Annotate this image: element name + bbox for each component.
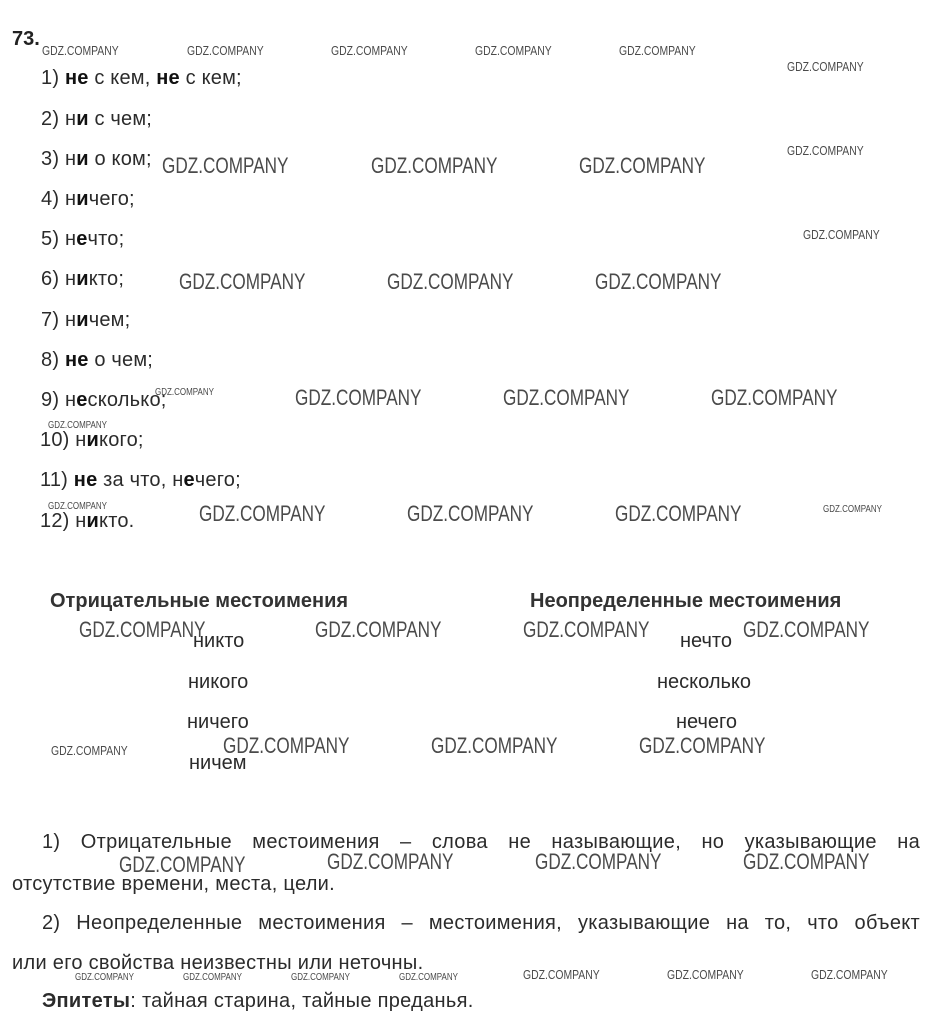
answer-item-text: н <box>64 188 77 210</box>
answer-item-text: кого; <box>99 429 144 451</box>
answer-item-emphasis: не <box>64 349 89 371</box>
answer-item-number: 1) <box>41 67 60 89</box>
answer-item-emphasis: и <box>86 429 100 451</box>
watermark: GDZ.COMPANY <box>48 501 107 512</box>
answer-item-number: 2) <box>41 108 60 130</box>
answer-item-text: чего; <box>194 469 241 491</box>
answer-item-number: 5) <box>41 228 60 250</box>
watermark: GDZ.COMPANY <box>327 849 454 874</box>
answer-item-number: 6) <box>41 268 60 290</box>
answer-item-number: 9) <box>41 389 60 411</box>
watermark: GDZ.COMPANY <box>523 967 600 982</box>
answer-item-emphasis: не <box>73 469 98 491</box>
epithets-label: Эпитеты <box>42 990 131 1012</box>
negative-pronouns-heading: Отрицательные местоимения <box>50 590 349 612</box>
watermark: GDZ.COMPANY <box>615 501 742 526</box>
answer-item-text: что; <box>87 228 125 250</box>
answer-item <box>41 309 130 332</box>
answer-item-emphasis: и <box>76 309 89 331</box>
watermark: GDZ.COMPANY <box>51 743 128 758</box>
answer-item-text: н <box>64 268 77 290</box>
indefinite-pronouns-heading: Неопределенные местоимения <box>530 590 842 612</box>
answer-item <box>40 469 241 492</box>
answer-item-text: чего; <box>88 188 135 210</box>
answer-item-text: с кем, <box>88 67 157 89</box>
watermark: GDZ.COMPANY <box>291 972 350 983</box>
answer-item-emphasis: е <box>183 469 195 491</box>
answer-item-emphasis: и <box>76 268 89 290</box>
answer-item-number: 8) <box>41 349 60 371</box>
watermark: GDZ.COMPANY <box>787 143 864 158</box>
indefinite-pronoun: нечего <box>676 711 738 733</box>
watermark: GDZ.COMPANY <box>331 43 408 58</box>
epithets-line <box>42 990 474 1013</box>
watermark: GDZ.COMPANY <box>743 617 870 642</box>
answer-item-emphasis: не <box>156 67 180 89</box>
answer-item-number: 12) <box>40 510 70 532</box>
watermark: GDZ.COMPANY <box>48 420 107 431</box>
answer-item-text: н <box>64 389 77 411</box>
answer-item-text: н <box>64 309 77 331</box>
definition-negative-line1: 1) Отрицательные местоимения – слова не называющие, но указывающие на <box>42 831 920 853</box>
answer-item-text: чем; <box>88 309 131 331</box>
answer-item <box>41 188 135 211</box>
watermark: GDZ.COMPANY <box>155 387 214 398</box>
answer-item-number: 4) <box>41 188 60 210</box>
answer-item-text: за что, н <box>97 469 184 491</box>
watermark: GDZ.COMPANY <box>523 617 650 642</box>
answer-item-text: кто; <box>88 268 125 290</box>
answer-item-emphasis: и <box>76 148 89 170</box>
watermark: GDZ.COMPANY <box>387 269 514 294</box>
answer-item-emphasis: и <box>76 188 89 210</box>
watermark: GDZ.COMPANY <box>787 59 864 74</box>
watermark: GDZ.COMPANY <box>579 153 706 178</box>
watermark: GDZ.COMPANY <box>667 967 744 982</box>
answer-item-text: н <box>64 148 77 170</box>
watermark: GDZ.COMPANY <box>42 43 119 58</box>
watermark: GDZ.COMPANY <box>79 617 206 642</box>
definition-indefinite-line1: 2) Неопределенные местоимения – местоимения, указывающие на то, что объект <box>42 912 920 934</box>
watermark: GDZ.COMPANY <box>811 967 888 982</box>
exercise-number: 73. <box>12 28 40 50</box>
answer-item-emphasis: е <box>76 228 88 250</box>
watermark: GDZ.COMPANY <box>711 385 838 410</box>
watermark: GDZ.COMPANY <box>475 43 552 58</box>
answer-item-emphasis: и <box>86 510 100 532</box>
negative-pronoun: ничем <box>189 752 247 774</box>
answer-item <box>40 429 144 452</box>
watermark: GDZ.COMPANY <box>223 733 350 758</box>
definition-negative-line2: отсутствие времени, места, цели. <box>12 873 335 895</box>
watermark: GDZ.COMPANY <box>399 972 458 983</box>
watermark: GDZ.COMPANY <box>535 849 662 874</box>
watermark: GDZ.COMPANY <box>407 501 534 526</box>
watermark: GDZ.COMPANY <box>431 733 558 758</box>
watermark: GDZ.COMPANY <box>595 269 722 294</box>
indefinite-pronoun: нечто <box>680 630 732 652</box>
answer-item <box>41 67 242 90</box>
answer-item <box>41 228 124 251</box>
answer-item-number: 11) <box>40 469 69 491</box>
answer-item-text: н <box>64 108 77 130</box>
answer-item-text: о чем; <box>88 349 154 371</box>
watermark: GDZ.COMPANY <box>371 153 498 178</box>
answer-item-text: с чем; <box>88 108 153 130</box>
watermark: GDZ.COMPANY <box>183 972 242 983</box>
answer-item-emphasis: и <box>76 108 89 130</box>
answer-item-text: н <box>64 228 77 250</box>
watermark: GDZ.COMPANY <box>119 852 246 877</box>
answer-item <box>41 148 152 171</box>
watermark: GDZ.COMPANY <box>315 617 442 642</box>
watermark: GDZ.COMPANY <box>823 504 882 515</box>
answer-item-text: кто. <box>99 510 135 532</box>
answer-item-text: с кем; <box>179 67 242 89</box>
answer-item-text: н <box>75 429 87 451</box>
answer-item-text: н <box>75 510 87 532</box>
watermark: GDZ.COMPANY <box>803 227 880 242</box>
answer-item-text: сколько; <box>87 389 167 411</box>
answer-item-number: 3) <box>41 148 60 170</box>
watermark: GDZ.COMPANY <box>162 153 289 178</box>
negative-pronoun: ничего <box>187 711 249 733</box>
watermark: GDZ.COMPANY <box>619 43 696 58</box>
answer-item <box>40 510 134 533</box>
answer-item-text: о ком; <box>88 148 152 170</box>
answer-item <box>41 268 124 291</box>
epithets-text: : тайная старина, тайные преданья. <box>130 990 474 1012</box>
negative-pronoun: никого <box>188 671 249 693</box>
answer-item-emphasis: е <box>76 389 88 411</box>
answer-item-number: 7) <box>41 309 60 331</box>
answer-item <box>41 349 153 372</box>
watermark: GDZ.COMPANY <box>75 972 134 983</box>
watermark: GDZ.COMPANY <box>295 385 422 410</box>
watermark: GDZ.COMPANY <box>743 849 870 874</box>
answer-item <box>41 389 167 412</box>
watermark: GDZ.COMPANY <box>639 733 766 758</box>
watermark: GDZ.COMPANY <box>503 385 630 410</box>
answer-item-number: 10) <box>40 429 70 451</box>
indefinite-pronoun: несколько <box>657 671 752 693</box>
answer-item-emphasis: не <box>64 67 89 89</box>
watermark: GDZ.COMPANY <box>187 43 264 58</box>
answer-item <box>41 108 152 131</box>
negative-pronoun: никто <box>193 630 245 652</box>
watermark: GDZ.COMPANY <box>199 501 326 526</box>
definition-indefinite-line2: или его свойства неизвестны или неточны. <box>12 952 424 974</box>
watermark: GDZ.COMPANY <box>179 269 306 294</box>
